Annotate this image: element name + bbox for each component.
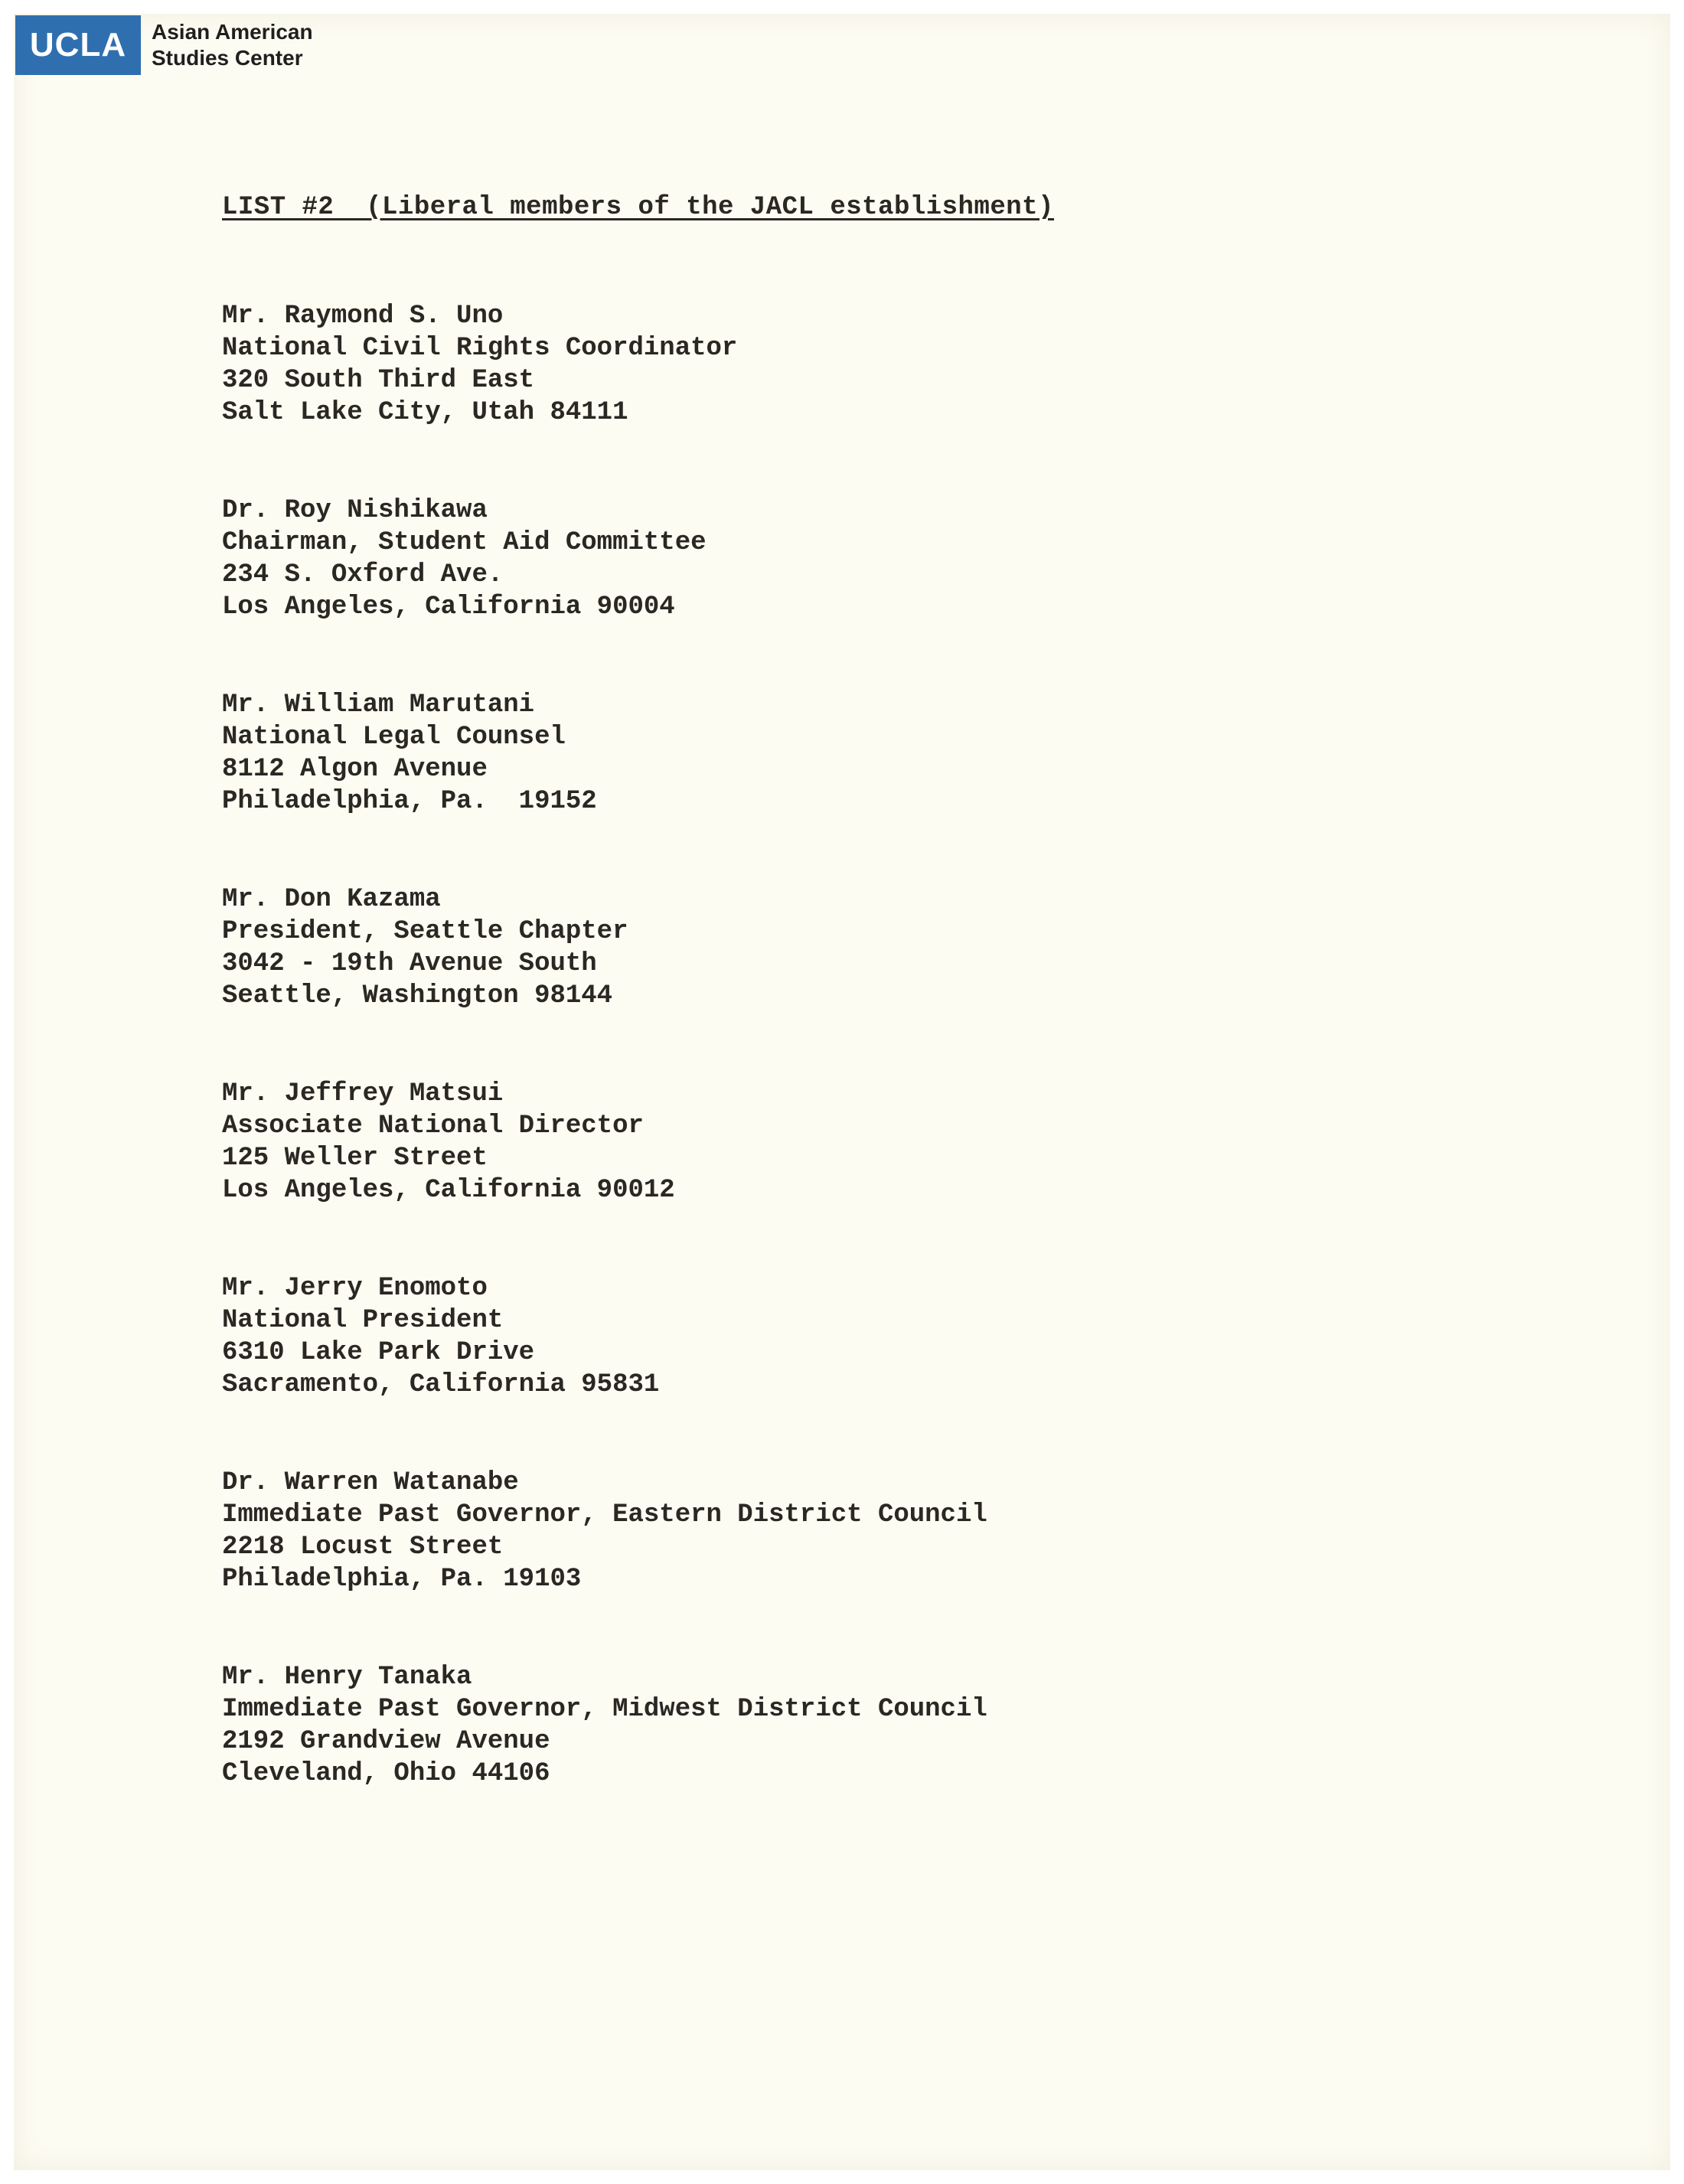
entry-title: Immediate Past Governor, Midwest District Council <box>222 1695 987 1724</box>
entry-street: 234 S. Oxford Ave. <box>222 560 504 589</box>
entry-city: Salt Lake City, Utah 84111 <box>222 398 628 427</box>
address-entry <box>222 1661 1523 1790</box>
entry-city: Philadelphia, Pa. 19152 <box>222 787 597 816</box>
entry-city: Seattle, Washington 98144 <box>222 981 613 1010</box>
entry-name: Mr. Jeffrey Matsui <box>222 1079 504 1108</box>
entry-street: 2218 Locust Street <box>222 1533 504 1562</box>
entry-name: Mr. Jerry Enomoto <box>222 1274 488 1303</box>
entry-city: Philadelphia, Pa. 19103 <box>222 1565 582 1594</box>
entry-title: National Civil Rights Coordinator <box>222 334 738 363</box>
ucla-logo-mark: UCLA <box>15 15 141 75</box>
ucla-logo <box>15 15 313 75</box>
entry-name: Mr. Don Kazama <box>222 885 441 914</box>
address-entry <box>222 1467 1523 1595</box>
entry-title: National President <box>222 1306 504 1335</box>
entry-street: 6310 Lake Park Drive <box>222 1338 535 1367</box>
list-title: LIST #2 (Liberal members of the JACL establishment) <box>222 193 1054 222</box>
entry-street: 320 South Third East <box>222 366 535 395</box>
entry-title: Chairman, Student Aid Committee <box>222 528 707 557</box>
address-list <box>222 300 1523 1790</box>
entry-street: 8112 Algon Avenue <box>222 755 488 784</box>
address-entry <box>222 1078 1523 1206</box>
address-entry <box>222 1272 1523 1401</box>
entry-name: Dr. Warren Watanabe <box>222 1468 519 1497</box>
entry-title: Immediate Past Governor, Eastern District Council <box>222 1500 987 1529</box>
entry-street: 2192 Grandview Avenue <box>222 1727 550 1756</box>
entry-name: Dr. Roy Nishikawa <box>222 496 488 525</box>
entry-name: Mr. Raymond S. Uno <box>222 302 504 331</box>
entry-street: 125 Weller Street <box>222 1144 488 1173</box>
entry-title: National Legal Counsel <box>222 723 566 752</box>
center-name-line1: Asian American <box>152 20 313 44</box>
center-name-line2: Studies Center <box>152 46 303 70</box>
entry-title: President, Seattle Chapter <box>222 917 628 946</box>
entry-name: Mr. William Marutani <box>222 690 535 720</box>
address-entry <box>222 300 1523 429</box>
entry-city: Los Angeles, California 90004 <box>222 593 675 622</box>
entry-city: Cleveland, Ohio 44106 <box>222 1759 550 1788</box>
entry-street: 3042 - 19th Avenue South <box>222 949 597 978</box>
address-entry <box>222 689 1523 818</box>
entry-name: Mr. Henry Tanaka <box>222 1663 472 1692</box>
entry-title: Associate National Director <box>222 1112 644 1141</box>
entry-city: Sacramento, California 95831 <box>222 1370 660 1399</box>
center-name <box>152 19 313 71</box>
entry-city: Los Angeles, California 90012 <box>222 1176 675 1205</box>
address-entry <box>222 495 1523 623</box>
address-entry <box>222 883 1523 1012</box>
typed-list <box>222 191 1523 1856</box>
